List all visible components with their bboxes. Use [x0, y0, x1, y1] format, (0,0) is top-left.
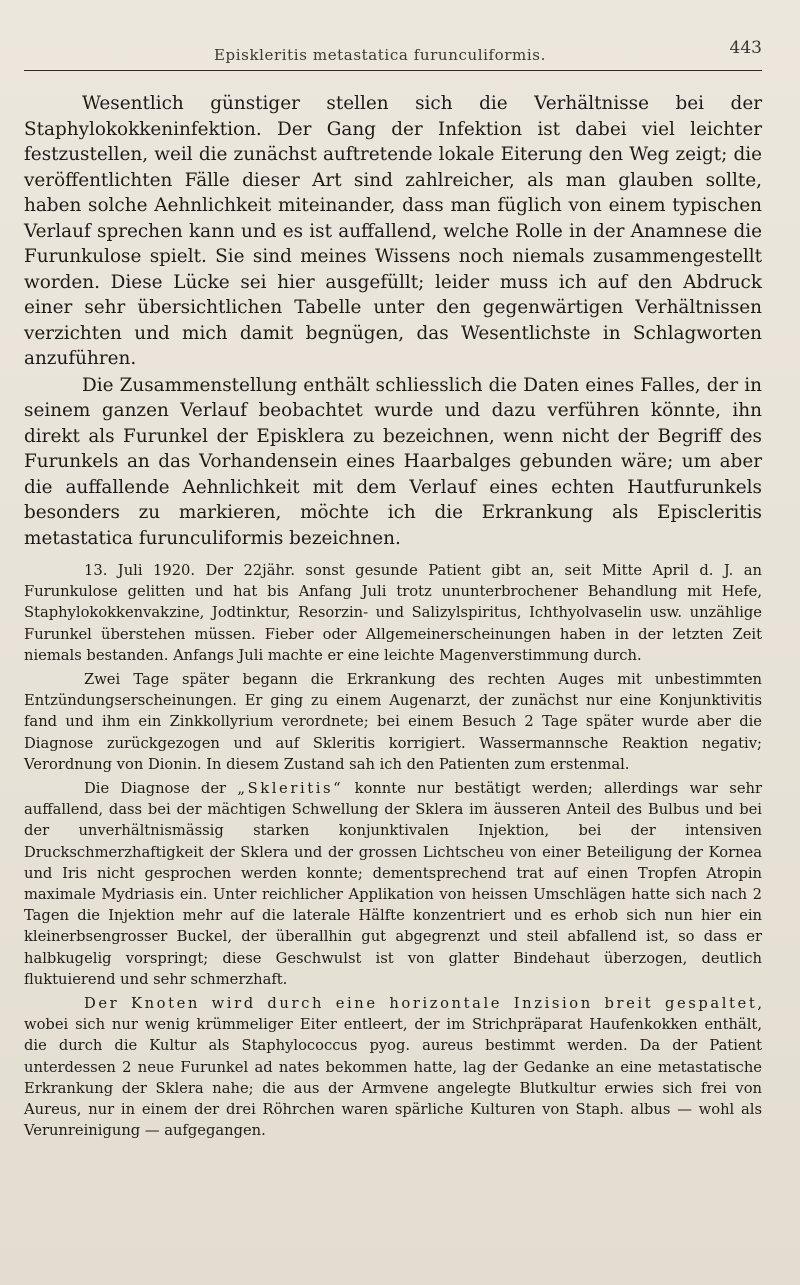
- case-paragraph-onset: Zwei Tage später begann die Erkrankung des rechten Auges mit unbestimmten Entzündungserscheinungen. Er ging zu einem Augenarzt, der zunächst nur eine Konjunktivitis fand und ihm ein Zinkkollyrium verordnete; bei einem Besuch 2 Tage später wurde aber die Diagnose zurückgezogen und auf Skleritis korrigiert. Wassermannsche Reaktion negativ; Verordnung von Dionin. In diesem Zustand sah ich den Patienten zum erstenmal.: [24, 671, 762, 773]
- page-number: 443: [729, 38, 762, 58]
- case-report: [24, 560, 762, 1141]
- paragraph-staphylococcal-infection: Wesentlich günstiger stellen sich die Verhältnisse bei der Staphylokokkeninfektion. Der Gang der Infektion ist dabei viel leichter festzustellen, weil die zunächst auftretende lokale Eiterung den Weg zeigt; die veröffentlichten Fälle dieser Art sind zahlreicher, als man glauben sollte, haben solche Aehnlichkeit miteinander, dass man füglich von einem typischen Verlauf sprechen kann und es ist auffallend, welche Rolle in der Anamnese die Furunkulose spielt. Sie sind meines Wissens noch niemals zusammengestellt worden. Diese Lücke sei hier ausgefüllt; leider muss ich auf den Abdruck einer sehr übersichtlichen Tabelle unter den gegenwärtigen Verhältnissen verzichten und mich damit begnügen, das Wesentlichste in Schlagworten anzuführen.: [24, 93, 762, 369]
- main-text: [24, 91, 762, 551]
- case-paragraph-incision: [24, 993, 762, 1141]
- running-title: Episkleritis metastatica furunculiformis.: [214, 46, 546, 64]
- diagnosis-term: „Skleritis“: [237, 780, 344, 798]
- incision-text: , wobei sich nur wenig krümmeliger Eiter entleert, der im Strichpräparat Haufenkokken enthält, die durch die Kultur als Staphylococcus pyog. aureus bestimmt werden. Da der Patient unterdessen 2 neue Furunkel ad nates bekommen hatte, lag der Gedanke an eine metastatische Erkrankung der Sklera nahe; die aus der Armvene angelegte Blutkultur erwies sich frei von Aureus, nur in einem der drei Röhrchen waren spärliche Kulturen von Staph. albus — wohl als Verunreinigung — aufgegangen.: [24, 995, 762, 1140]
- incision-emphasis: Der Knoten wird durch eine horizontale Inzision breit gespaltet: [84, 995, 758, 1013]
- case-paragraph-history: 13. Juli 1920. Der 22jähr. sonst gesunde Patient gibt an, seit Mitte April d. J. an Furunkulose gelitten und hat bis Anfang Juli trotz ununterbrochener Behandlung mit Hefe, Staphylokokkenvakzine, Jodtinktur, Resorzin- und Salizylspiritus, Ichthyolvaselin usw. unzählige Furunkel überstehen müssen. Fieber oder Allgemeinerscheinungen haben in der letzten Zeit niemals bestanden. Anfangs Juli machte er eine leichte Magenverstimmung durch.: [24, 562, 762, 664]
- case-paragraph-diagnosis: [24, 778, 762, 990]
- running-head: [24, 0, 762, 71]
- diagnosis-lead: Die Diagnose der: [84, 780, 238, 798]
- diagnosis-text: konnte nur bestätigt werden; allerdings war sehr auffallend, dass bei der mächtigen Schwellung der Sklera im äusseren Anteil des Bulbus und bei der unverhältnismässig starken konjunktivalen Injektion, bei der intensiven Druckschmerzhaftigkeit der Sklera und der grossen Lichtscheu von einer Beteiligung der Kornea und Iris nicht gesprochen werden konnte; dementsprechend trat auf einen Tropfen Atropin maximale Mydriasis ein. Unter reichlicher Applikation von heissen Umschlägen hatte sich nach 2 Tagen die Injektion mehr auf die laterale Hälfte konzentriert und es erhob sich nun hier ein kleinerbsengrosser Buckel, der überallhin gut abgegrenzt und steil abfallend ist, so dass er halbkugelig vorspringt; diese Geschwulst ist von glatter Bindehaut überzogen, deutlich fluktuierend und sehr schmerzhaft.: [24, 780, 763, 988]
- paragraph-compilation: Die Zusammenstellung enthält schliesslich die Daten eines Falles, der in seinem ganzen Verlauf beobachtet wurde und dazu verführen könnte, ihn direkt als Furunkel der Episklera zu bezeichnen, wenn nicht der Begriff des Furunkels an das Vorhandensein eines Haarbalges gebunden wäre; um aber die auffallende Aehnlichkeit mit dem Verlauf eines echten Hautfurunkels besonders zu markieren, möchte ich die Erkrankung als Episcleritis metastatica furunculiformis bezeichnen.: [24, 374, 762, 549]
